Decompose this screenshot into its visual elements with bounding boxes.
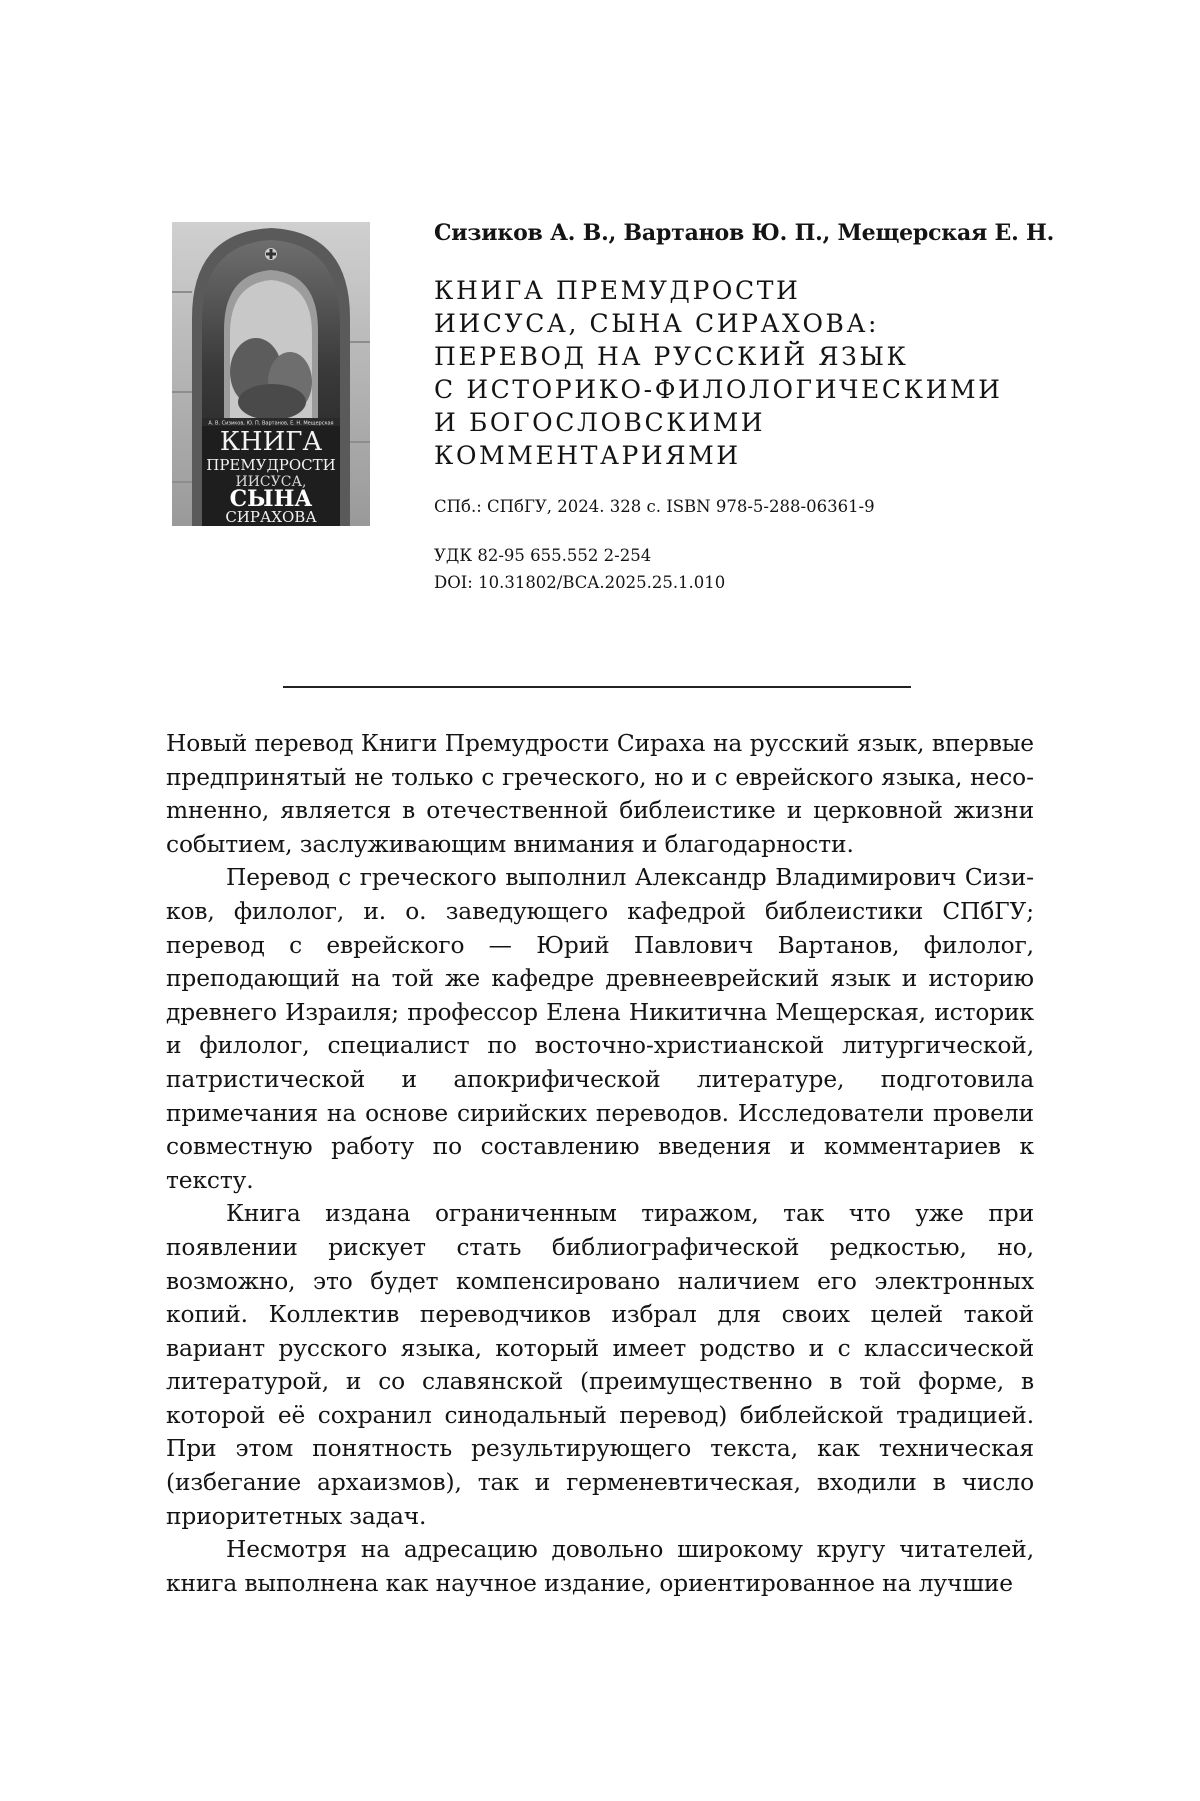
book-title-line: ПЕРЕВОД НА РУССКИЙ ЯЗЫК <box>434 342 909 371</box>
book-title-line: С ИСТОРИКО-ФИЛОЛОГИЧЕСКИМИ <box>434 375 1003 404</box>
body-paragraph: Несмотря на адресацию довольно широкому кругу читателей, книга выполнена как научное издание, ориентированное на лучшие <box>166 1536 1034 1597</box>
book-title-line: КОММЕНТАРИЯМИ <box>434 441 741 470</box>
book-title-line: КНИГА ПРЕМУДРОСТИ <box>434 276 801 305</box>
cover-title-word-4: СЫНА <box>229 486 313 512</box>
body-paragraph: Перевод с греческого выполнил Александр Владимирович Сизиков, филолог, и. о. заведующего кафедрой библеистики СПбГУ; перевод с еврейского — Юрий Павлович Вартанов, филолог, преподающий на той же кафедре древнееврейский язык и историю древнего Израиля; профессор Елена Никитична Мещерская, историк и филолог, специалист по восточно-христианской литургической, патристической и апокрифической литературе, подготовила примечания на основе сирийских переводов. Исследователи провели совместную работу по составлению введения и комментариев к тексту. <box>166 864 1034 1194</box>
publication-info: СПб.: СПбГУ, 2024. 328 с. ISBN 978-5-288-06361-9 <box>434 497 875 516</box>
review-authors: Сизиков А. В., Вартанов Ю. П., Мещерская Е. Н. <box>434 220 1055 246</box>
cover-title-word-1: КНИГА <box>219 427 323 457</box>
book-title-line: И БОГОСЛОВСКИМИ <box>434 408 766 437</box>
classification-info <box>434 542 1074 596</box>
book-title <box>434 274 1074 472</box>
doi-code: DOI: 10.31802/BCA.2025.25.1.010 <box>434 573 726 592</box>
cover-title-word-2: ПРЕМУДРОСТИ <box>206 456 336 474</box>
cover-authors: А. В. Сизиков, Ю. П. Вартанов, Е. Н. Мещерская <box>208 420 334 427</box>
review-body <box>166 727 1034 1600</box>
cover-title-word-3: ИИСУСА, <box>235 474 307 490</box>
body-paragraph: Книга издана ограниченным тиражом, так что уже при появлении рискует стать библиографической редкостью, но, возможно, это будет компенсировано наличием его электронных копий. Коллектив переводчиков избрал для своих целей такой вариант русского языка, который имеет родство и с классической литературой, и со славянской (преимущественно в той форме, в которой её сохранил синодальный перевод) библейской традицией. При этом понятность результирующего текста, как техническая (избегание архаизмов), так и герменевтическая, входили в число приоритетных задач. <box>166 1200 1034 1530</box>
section-divider <box>283 686 911 688</box>
udk-code: УДК 82-95 655.552 2-254 <box>434 546 652 565</box>
book-cover-image <box>172 222 370 526</box>
cover-title-word-5: СИРАХОВА <box>225 508 317 526</box>
book-title-line: ИИСУСА, СЫНА СИРАХОВА: <box>434 309 880 338</box>
body-paragraph: Новый перевод Книги Премудрости Сираха на русский язык, впервые предпринятый не только с греческого, но и с еврейского языка, несоmненно, является в отечественной библеистике и церковной жизни событием, заслуживающим внимания и благодарности. <box>166 730 1034 858</box>
review-header <box>434 218 1074 596</box>
